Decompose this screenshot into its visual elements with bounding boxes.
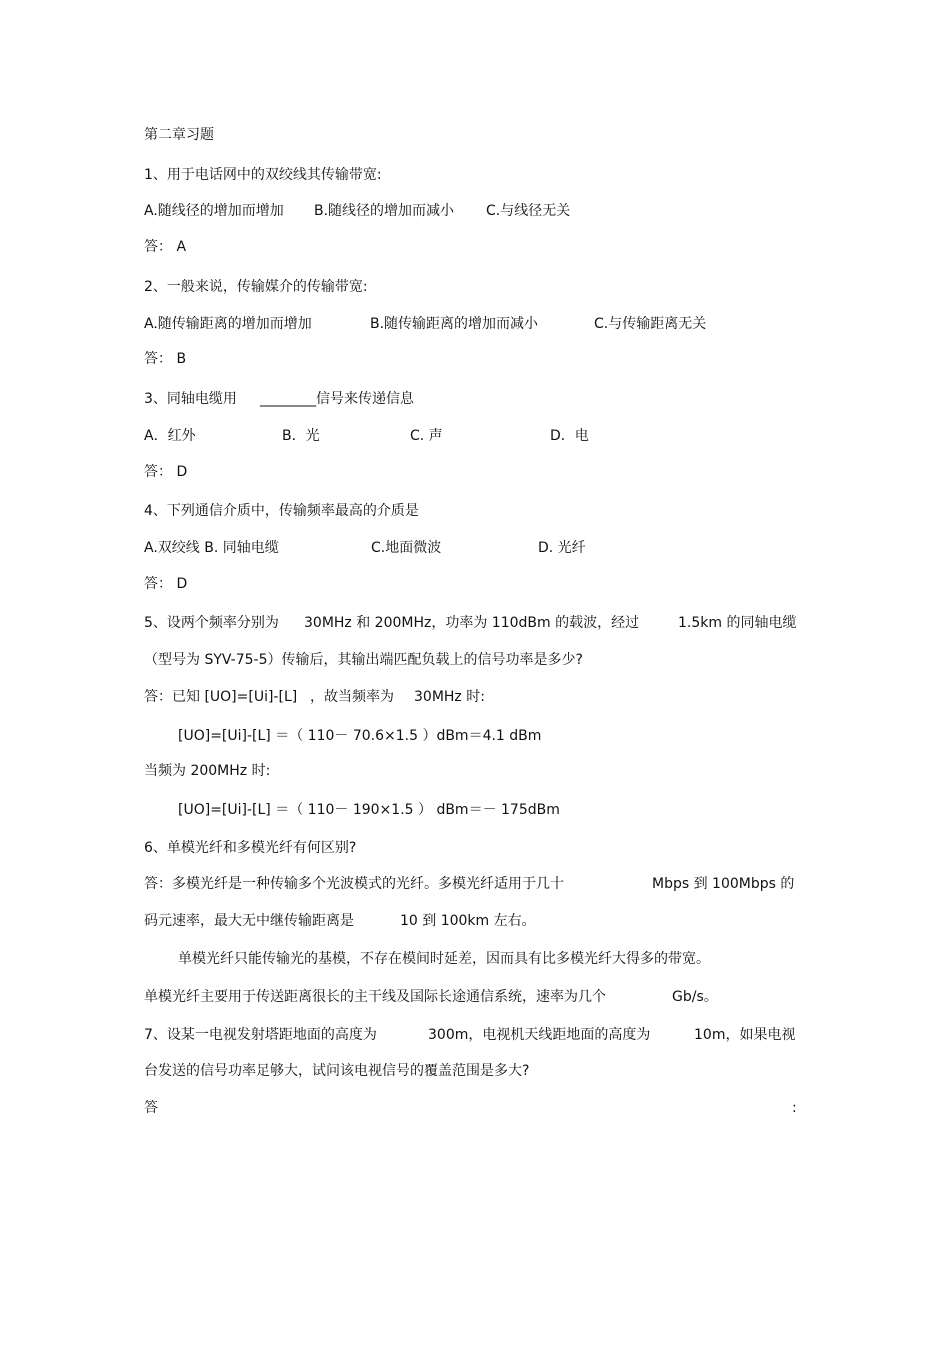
- question-4-option-d: D. 光纤: [538, 540, 586, 556]
- question-2-stem: 2、一般来说，传输媒介的传输带宽:: [144, 279, 368, 295]
- question-5-stem-part-3: 1.5km 的同轴电缆: [678, 615, 797, 631]
- question-5-calculation-2: [UO]=[Ui]-[L] ＝（ 110－ 190×1.5 ） dBm＝－ 175dBm: [178, 802, 560, 818]
- question-1-options: [144, 202, 804, 220]
- question-1-option-b: B.随线径的增加而减小: [314, 203, 455, 219]
- question-3-option-a: A．红外: [144, 428, 196, 444]
- question-5-calculation-1: [UO]=[Ui]-[L] ＝（ 110－ 70.6×1.5 ）dBm＝4.1 dBm: [178, 728, 542, 744]
- question-4-option-c: C.地面微波: [371, 540, 442, 556]
- question-7-answer-colon: :: [792, 1100, 797, 1116]
- question-5-stem-part-1: 5、设两个频率分别为: [144, 615, 279, 631]
- question-7-stem-part-3: 10m，如果电视: [694, 1027, 796, 1043]
- question-3-stem-blank: ________信号来传递信息: [260, 391, 414, 407]
- question-4-answer: 答： D: [144, 576, 188, 592]
- question-5-answer-part-2: ，故当频率为: [310, 689, 394, 705]
- question-3-stem: [144, 390, 804, 408]
- question-6-answer-part-2: Mbps 到 100Mbps 的: [652, 876, 795, 892]
- question-3-option-c: C. 声: [410, 428, 443, 444]
- question-7-answer: [144, 1099, 804, 1117]
- question-5-stem-part-2: 30MHz 和 200MHz，功率为 110dBm 的载波，经过: [304, 615, 640, 631]
- question-5-stem-line-2: （型号为 SYV-75-5）传输后，其输出端匹配负载上的信号功率是多少?: [144, 652, 583, 668]
- question-2-option-b: B.随传输距离的增加而减小: [370, 316, 539, 332]
- question-5-answer-line-1: [144, 688, 804, 706]
- question-5-answer-part-3: 30MHz 时:: [414, 689, 485, 705]
- question-6-stem: 6、单模光纤和多模光纤有何区别?: [144, 840, 357, 856]
- question-3-option-d: D．电: [550, 428, 589, 444]
- page-title: 第二章习题: [144, 127, 214, 143]
- question-2-answer: 答： B: [144, 351, 187, 367]
- question-6-answer-part-6: Gb/s。: [672, 989, 718, 1005]
- question-3-option-b: B．光: [282, 428, 320, 444]
- question-6-answer-part-1: 答：多模光纤是一种传输多个光波模式的光纤。多模光纤适用于几十: [144, 876, 564, 892]
- question-5-answer-part-1: 答：已知 [UO]=[Ui]-[L]: [144, 689, 298, 705]
- question-4-stem: 4、下列通信介质中，传输频率最高的介质是: [144, 503, 419, 519]
- question-2-option-a: A.随传输距离的增加而增加: [144, 316, 312, 332]
- question-5-stem-line-1: [144, 614, 809, 632]
- question-3-answer: 答： D: [144, 464, 188, 480]
- question-6-answer-line-2: [144, 912, 804, 930]
- question-4-option-ab: A.双绞线 B. 同轴电缆: [144, 540, 279, 556]
- question-6-answer-line-3: 单模光纤只能传输光的基模，不存在模间时延差，因而具有比多模光纤大得多的带宽。: [178, 951, 710, 967]
- question-7-stem-line-1: [144, 1026, 809, 1044]
- question-7-stem-part-1: 7、设某一电视发射塔距地面的高度为: [144, 1027, 377, 1043]
- question-6-answer-line-1: [144, 875, 809, 893]
- question-3-options: [144, 427, 804, 445]
- question-7-answer-label: 答: [144, 1100, 158, 1116]
- question-1-answer: 答： A: [144, 239, 187, 255]
- question-6-answer-part-4: 10 到 100km 左右。: [400, 913, 536, 929]
- question-5-answer-line-2: 当频为 200MHz 时:: [144, 763, 271, 779]
- question-7-stem-line-2: 台发送的信号功率足够大，试问该电视信号的覆盖范围是多大?: [144, 1063, 530, 1079]
- question-7-stem-part-2: 300m，电视机天线距地面的高度为: [428, 1027, 651, 1043]
- question-2-option-c: C.与传输距离无关: [594, 316, 707, 332]
- question-2-options: [144, 315, 804, 333]
- question-6-answer-part-3: 码元速率，最大无中继传输距离是: [144, 913, 354, 929]
- question-1-option-c: C.与线径无关: [486, 203, 571, 219]
- question-1-option-a: A.随线径的增加而增加: [144, 203, 284, 219]
- question-1-stem: 1、用于电话网中的双绞线其传输带宽:: [144, 167, 382, 183]
- question-4-options: [144, 539, 804, 557]
- question-3-stem-start: 3、同轴电缆用: [144, 391, 237, 407]
- question-6-answer-part-5: 单模光纤主要用于传送距离很长的主干线及国际长途通信系统，速率为几个: [144, 989, 606, 1005]
- question-6-answer-line-4: [144, 988, 804, 1006]
